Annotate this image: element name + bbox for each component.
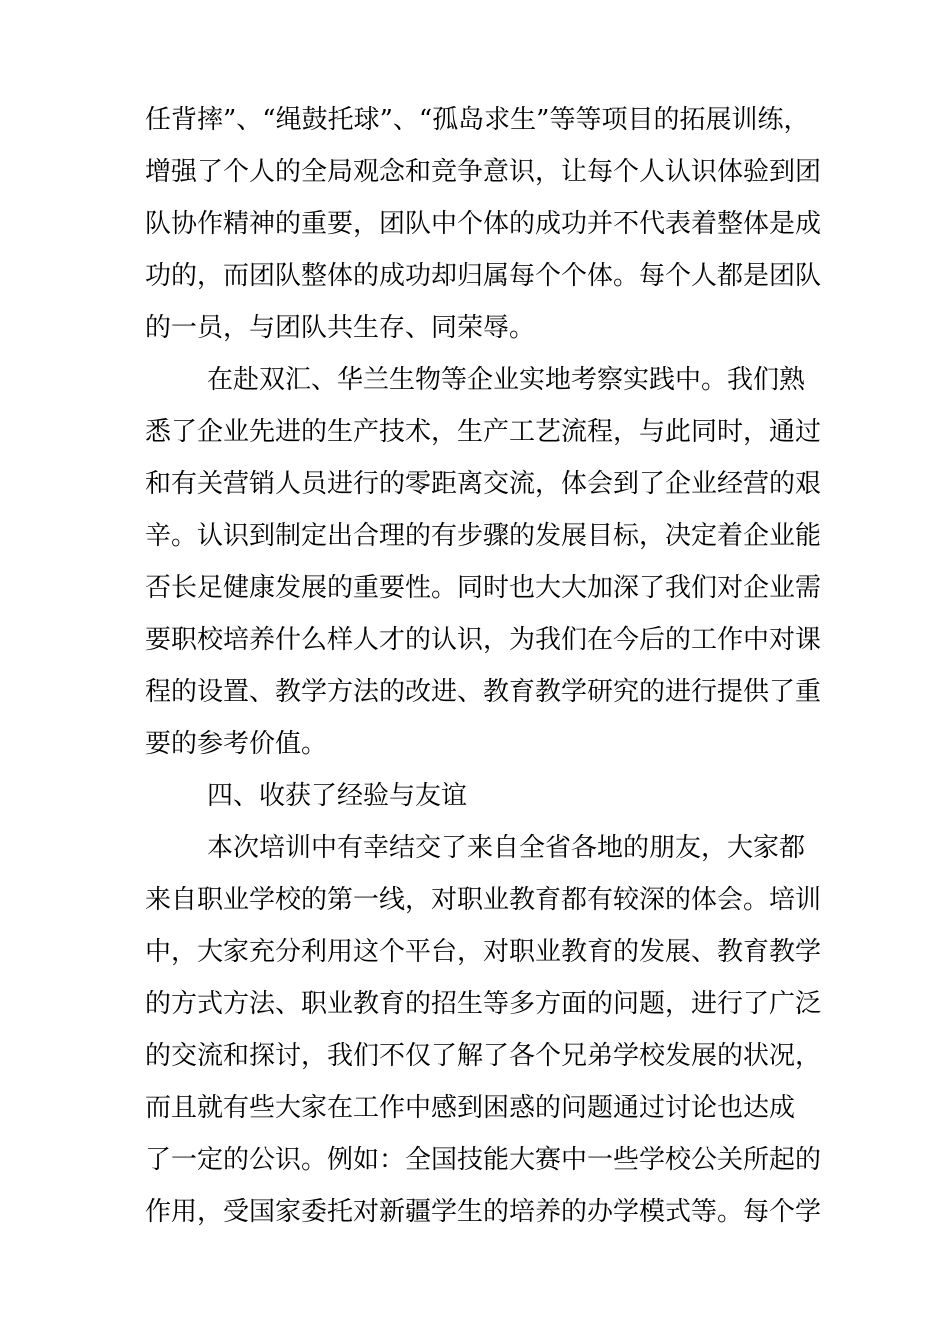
- text-line: 要职校培养什么样人才的认识，为我们在今后的工作中对课: [145, 625, 822, 655]
- paragraph-start-line: 本次培训中有幸结交了来自全省各地的朋友，大家都: [207, 833, 806, 863]
- text-line: 而且就有些大家在工作中感到困惑的问题通过讨论也达成: [145, 1093, 796, 1123]
- text-line: 任背摔”、“绳鼓托球”、“孤岛求生”等等项目的拓展训练，: [145, 105, 810, 135]
- text-line: 要的参考价值。: [145, 729, 328, 759]
- text-line: 和有关营销人员进行的零距离交流，体会到了企业经营的艰: [145, 469, 822, 499]
- text-line: 功的，而团队整体的成功却归属每个个体。每个人都是团队: [145, 261, 822, 291]
- text-line: 辛。认识到制定出合理的有步骤的发展目标，决定着企业能: [145, 521, 822, 551]
- paragraph-start-line: 在赴双汇、华兰生物等企业实地考察实践中。我们熟: [207, 365, 806, 395]
- section-heading: 四、收获了经验与友谊: [207, 781, 468, 811]
- text-line: 中，大家充分利用这个平台，对职业教育的发展、教育教学: [145, 937, 822, 967]
- text-line: 来自职业学校的第一线，对职业教育都有较深的体会。培训: [145, 885, 822, 915]
- text-line: 的交流和探讨，我们不仅了解了各个兄弟学校发展的状况，: [145, 1041, 822, 1071]
- body-text: [145, 94, 822, 1238]
- text-line: 否长足健康发展的重要性。同时也大大加深了我们对企业需: [145, 573, 822, 603]
- text-line: 了一定的公识。例如：全国技能大赛中一些学校公关所起的: [145, 1145, 822, 1175]
- text-line: 队协作精神的重要，团队中个体的成功并不代表着整体是成: [145, 209, 822, 239]
- text-line: 程的设置、教学方法的改进、教育教学研究的进行提供了重: [145, 677, 822, 707]
- text-line: 的一员，与团队共生存、同荣辱。: [145, 313, 536, 343]
- text-line: 作用，受国家委托对新疆学生的培养的办学模式等。每个学: [145, 1197, 822, 1227]
- text-line: 增强了个人的全局观念和竞争意识，让每个人认识体验到团: [145, 157, 822, 187]
- text-line: 的方式方法、职业教育的招生等多方面的问题，进行了广泛: [145, 989, 822, 1019]
- text-line: 悉了企业先进的生产技术，生产工艺流程，与此同时，通过: [145, 417, 822, 447]
